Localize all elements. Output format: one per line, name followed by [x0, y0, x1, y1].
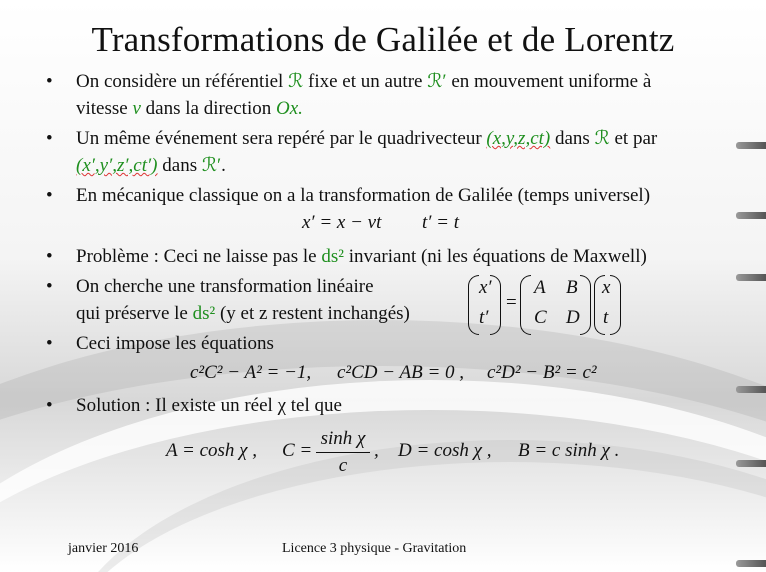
text: dans la direction [145, 98, 272, 119]
frame-symbol: ℛ′ [427, 71, 447, 92]
left-paren [520, 275, 531, 335]
edge-decoration [736, 274, 766, 281]
matrix-entry: B [566, 277, 578, 298]
bullet-referentiel [76, 68, 651, 122]
bullet-quadrivecteur [76, 125, 657, 179]
bullet-dot: • [46, 333, 53, 354]
galilee-equation-t: t′ = t [422, 212, 460, 233]
equals-sign: = [506, 292, 517, 313]
text: Un même événement sera repéré par le quadrivecteur [76, 128, 482, 149]
condition-1: c²C² − A² = −1, [190, 362, 312, 383]
interval-symbol: ds² [192, 303, 216, 324]
text: On cherche une transformation linéaire [76, 276, 374, 297]
right-paren [580, 275, 591, 335]
footer-course: Licence 3 physique - Gravitation [282, 541, 467, 556]
edge-decoration [736, 142, 766, 149]
solution-C-end: , [374, 440, 379, 461]
bullet-dot: • [46, 276, 53, 297]
fraction-denominator: c [338, 455, 348, 476]
text: qui préserve le [76, 303, 188, 324]
bullet-equations: Ceci impose les équations [76, 333, 274, 354]
four-vector-prime: (x′,y′,z′,ct′) [76, 155, 158, 176]
slide-title: Transformations de Galilée et de Lorentz [91, 20, 675, 59]
left-paren [468, 275, 479, 335]
edge-decoration [736, 386, 766, 393]
solution-A: A = cosh χ , [166, 440, 258, 461]
solution-B: B = c sinh χ . [518, 440, 620, 461]
matrix-entry: x′ [479, 277, 492, 298]
frame-symbol: ℛ [288, 71, 304, 92]
text: dans [162, 155, 198, 176]
bullet-dot: • [46, 128, 53, 149]
bullet-solution: Solution : Il existe un réel χ tel que [76, 395, 342, 416]
fraction-numerator: sinh χ [316, 428, 370, 453]
text: en mouvement uniforme à [451, 71, 652, 92]
edge-decoration [736, 212, 766, 219]
footer-date: janvier 2016 [68, 541, 139, 556]
text: . [221, 155, 226, 176]
bullet-probleme [76, 243, 647, 270]
frame-symbol: ℛ′ [201, 155, 222, 176]
galilee-equation-x: x′ = x − vt [302, 212, 382, 233]
text: (y et z restent inchangés) [219, 303, 410, 324]
edge-decoration [736, 560, 766, 567]
matrix-entry: t [603, 307, 609, 328]
text: On considère un référentiel [76, 71, 284, 92]
solution-C-fraction [316, 428, 370, 477]
text: fixe et un autre [308, 71, 423, 92]
bullet-transformation [76, 273, 410, 327]
frame-symbol: ℛ [594, 128, 610, 149]
edge-decoration [736, 460, 766, 467]
matrix-entry: t′ [479, 307, 489, 328]
background-swoosh [0, 320, 766, 572]
matrix-entry: C [534, 307, 547, 328]
bullet-dot: • [46, 71, 53, 92]
text: invariant (ni les équations de Maxwell) [348, 246, 647, 267]
condition-2: c²CD − AB = 0 , [337, 362, 465, 383]
solution-D: D = cosh χ , [398, 440, 492, 461]
text: vitesse [76, 98, 128, 119]
text: dans [554, 128, 590, 149]
four-vector: (x,y,z,ct) [486, 128, 551, 149]
bullet-dot: • [46, 395, 53, 416]
velocity-symbol: v [132, 98, 141, 119]
bullet-galilee: En mécanique classique on a la transformation de Galilée (temps universel) [76, 185, 651, 206]
interval-symbol: ds² [321, 246, 344, 267]
text: et par [614, 128, 658, 149]
right-paren [490, 275, 501, 335]
matrix-entry: A [534, 277, 546, 298]
matrix-equation [468, 275, 624, 335]
matrix-entry: D [566, 307, 580, 328]
right-paren [610, 275, 621, 335]
matrix-entry: x [602, 277, 611, 298]
condition-3: c²D² − B² = c² [487, 362, 597, 383]
solution-C-lhs: C = [282, 440, 313, 461]
text: Problème : Ceci ne laisse pas le [76, 246, 317, 267]
bullet-dot: • [46, 185, 53, 206]
bullet-dot: • [46, 246, 53, 267]
axis-symbol: Ox. [275, 98, 303, 119]
